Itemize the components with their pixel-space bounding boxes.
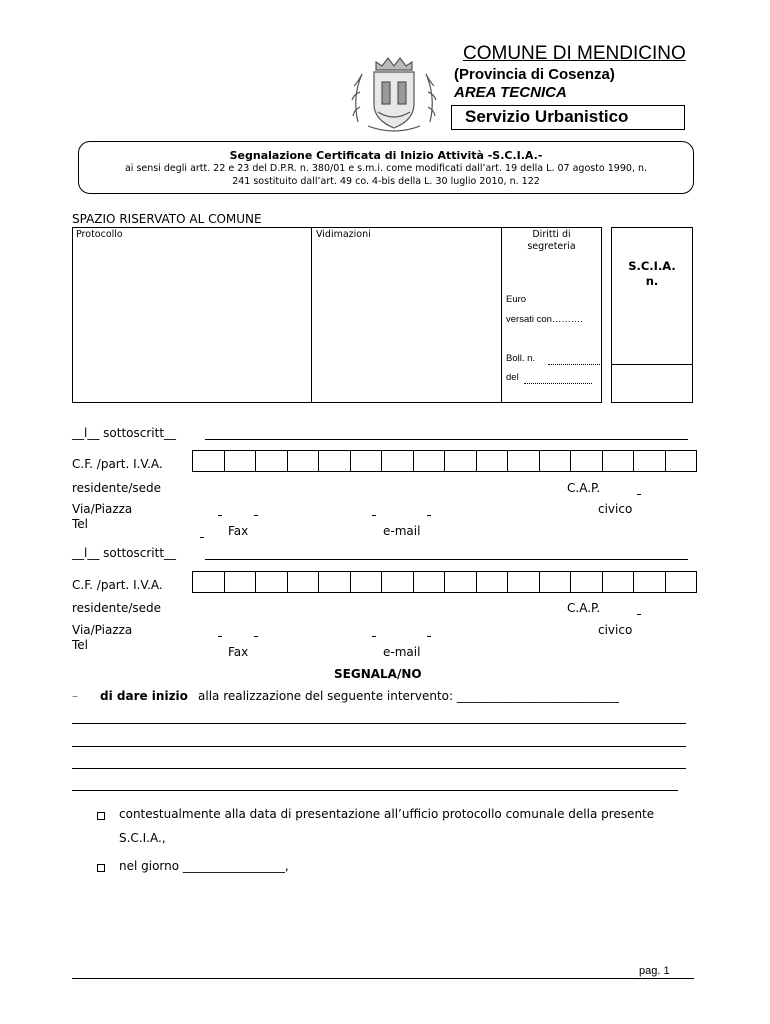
applicant-1-civico-label: civico [598,502,633,516]
page-number: pag. 1 [639,965,670,977]
applicant-1-via-label: Via/Piazza [72,502,133,516]
applicant-2-via-field-mark-a[interactable] [218,636,222,637]
protocollo-box [72,227,312,403]
euro-label: Euro [506,294,527,305]
applicant-2-cap-field[interactable] [637,614,641,615]
form-title: Segnalazione Certificata di Inizio Attività -S.C.I.A.- [229,149,543,162]
intervention-description-line-1[interactable] [72,723,686,724]
vidimazioni-box [311,227,502,403]
applicant-2-name-field[interactable] [205,559,688,560]
applicant-1-email-label: e-mail [383,524,421,538]
intervention-dash: – [72,689,78,703]
option-contestualmente-checkbox[interactable] [97,812,105,820]
applicant-2-email-label: e-mail [383,645,421,659]
applicant-2-via-field-mark-d[interactable] [427,636,431,637]
applicant-1-cf-label: C.F. /part. I.V.A. [72,457,163,471]
scia-label-line-2: n. [645,274,659,288]
option-contestualmente-text-line-1: contestualmente alla data di presentazione all’ufficio protocollo comunale della presente [119,807,655,821]
applicant-1-via-field-mark-b[interactable] [254,515,258,516]
applicant-1-tel-field[interactable] [200,537,204,538]
province-name: (Provincia di Cosenza) [454,66,615,83]
applicant-1-cap-label: C.A.P. [567,481,601,495]
applicant-1-residente-label: residente/sede [72,481,162,495]
applicant-2-via-field-mark-c[interactable] [372,636,376,637]
protocollo-label: Protocollo [76,229,123,240]
scia-number-divider [611,364,693,365]
applicant-2-cap-label: C.A.P. [567,601,601,615]
applicant-1-via-field-mark-a[interactable] [218,515,222,516]
municipal-crest-image [348,52,440,134]
municipality-name: COMUNE DI MENDICINO [463,43,686,64]
diritti-label-line-1: Diritti di [532,229,571,240]
applicant-2-via-field-mark-b[interactable] [254,636,258,637]
option-contestualmente-text-line-2: S.C.I.A., [119,831,166,845]
segnala-heading: SEGNALA/NO [334,667,422,681]
service-name: Servizio Urbanistico [465,107,629,126]
applicant-2-fax-label: Fax [228,645,249,659]
applicant-1-sottoscritto-label: __l__ sottoscritt__ [72,426,177,440]
versati-label: versati con………. [506,314,584,325]
legal-reference-line-1: ai sensi degli artt. 22 e 23 del D.P.R. n. 380/01 e s.m.i. come modificati dall’art. 19 della L. 07 agosto 1990, n. [124,163,648,174]
applicant-1-via-field-mark-c[interactable] [372,515,376,516]
vidimazioni-label: Vidimazioni [316,229,371,240]
diritti-label-line-2: segreteria [527,241,576,252]
intervention-description-line-3[interactable] [72,768,686,769]
area-name: AREA TECNICA [454,84,567,101]
intervention-intro-text: alla realizzazione del seguente intervento: ___________________________ [198,689,619,703]
applicant-1-cap-field[interactable] [637,494,641,495]
scia-number-box [611,227,693,403]
applicant-1-fax-label: Fax [228,524,249,538]
applicant-2-cf-label: C.F. /part. I.V.A. [72,578,163,592]
applicant-2-via-label: Via/Piazza [72,623,133,637]
footer-rule [72,978,694,979]
applicant-2-residente-label: residente/sede [72,601,162,615]
intervention-description-line-4[interactable] [72,790,678,791]
intervention-intro-bold: di dare inizio [100,689,188,703]
option-nel-giorno-text: nel giorno _________________, [119,859,289,873]
applicant-2-sottoscritto-label: __l__ sottoscritt__ [72,546,177,560]
applicant-1-tel-label: Tel [72,517,89,531]
applicant-2-civico-label: civico [598,623,633,637]
scia-label-line-1: S.C.I.A. [628,259,676,273]
bollo-number-field[interactable] [548,364,600,365]
applicant-1-cf-grid[interactable] [192,450,697,472]
bollo-date-label: del [506,372,519,383]
applicant-1-via-field-mark-d[interactable] [427,515,431,516]
bollo-number-label: Boll. n. [506,353,536,364]
bollo-date-field[interactable] [524,383,592,384]
option-nel-giorno-checkbox[interactable] [97,864,105,872]
legal-reference-line-2: 241 sostituito dall’art. 49 co. 4-bis della L. 30 luglio 2010, n. 122 [232,176,540,187]
applicant-2-cf-grid[interactable] [192,571,697,593]
applicant-2-tel-label: Tel [72,638,89,652]
reserved-space-heading: SPAZIO RISERVATO AL COMUNE [72,212,262,226]
applicant-1-name-field[interactable] [205,439,688,440]
intervention-description-line-2[interactable] [72,746,686,747]
